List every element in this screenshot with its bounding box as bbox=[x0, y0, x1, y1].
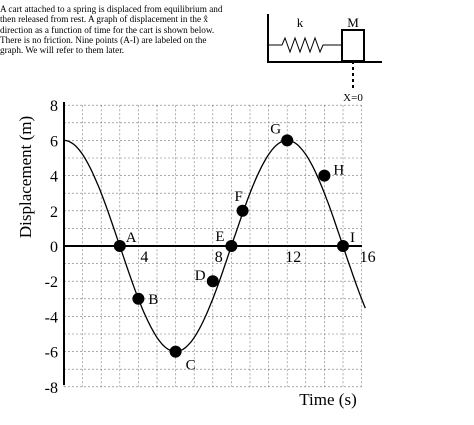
y-tick-label: 0 bbox=[50, 239, 58, 256]
point-e bbox=[225, 240, 237, 252]
spring-cart-apparatus bbox=[267, 14, 382, 104]
y-axis-label: Displacement (m) bbox=[16, 115, 35, 239]
point-d bbox=[207, 275, 219, 287]
y-tick-label: 4 bbox=[50, 168, 58, 186]
point-g bbox=[281, 134, 293, 146]
point-label-f: F bbox=[234, 188, 243, 205]
point-label-g: G bbox=[270, 121, 282, 138]
spring bbox=[268, 38, 342, 52]
y-tick-label: -8 bbox=[44, 379, 58, 397]
point-c bbox=[170, 346, 182, 358]
point-h bbox=[318, 170, 330, 182]
point-i bbox=[337, 240, 349, 252]
x-axis-label: Time (s) bbox=[299, 390, 357, 409]
intro-line: A cart attached to a spring is displaced from equilibrium and bbox=[0, 4, 223, 14]
y-tick-labels bbox=[45, 98, 58, 397]
y-tick-label: 2 bbox=[50, 203, 58, 221]
y-tick-label: 6 bbox=[50, 133, 58, 151]
y-tick-label: 8 bbox=[50, 98, 58, 116]
x-tick-label: 12 bbox=[285, 249, 302, 266]
y-tick-label: -4 bbox=[44, 309, 58, 327]
point-label-b: B bbox=[148, 291, 159, 308]
point-label-e: E bbox=[215, 229, 225, 245]
point-a bbox=[114, 240, 126, 252]
intro-line: then released from rest. A graph of displacement in the x̂ bbox=[0, 14, 208, 25]
point-label-d: D bbox=[194, 268, 206, 285]
x-tick-label: 4 bbox=[140, 249, 149, 266]
intro-line: There is no friction. Nine points (A-I) are labeled on the bbox=[0, 34, 207, 45]
x-tick-label: 16 bbox=[359, 249, 376, 266]
point-label-h: H bbox=[333, 162, 345, 179]
point-label-c: C bbox=[185, 357, 196, 374]
y-tick-label: -2 bbox=[44, 274, 58, 292]
intro-line: direction as a function of time for the cart is shown below. bbox=[0, 24, 215, 35]
displacement-graph bbox=[16, 98, 376, 409]
point-label-i: I bbox=[350, 230, 355, 246]
point-label-a: A bbox=[125, 230, 137, 246]
intro-line: graph. We will refer to them later. bbox=[0, 45, 125, 56]
point-b bbox=[132, 293, 144, 305]
labeled-points bbox=[114, 121, 355, 373]
equilibrium-label: X=0 bbox=[343, 92, 363, 104]
cart-mass bbox=[342, 30, 364, 61]
mass-label: M bbox=[347, 15, 359, 30]
spring-label: k bbox=[296, 15, 304, 30]
x-tick-label: 8 bbox=[214, 249, 223, 266]
point-f bbox=[237, 205, 249, 217]
y-tick-label: -6 bbox=[44, 344, 58, 362]
